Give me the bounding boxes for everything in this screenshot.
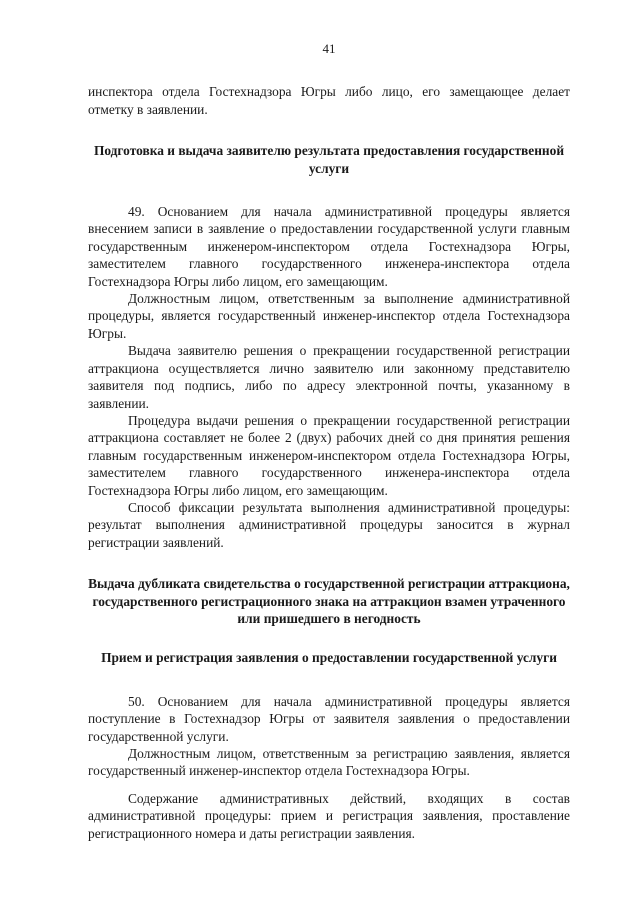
paragraph-decision-delivery: Выдача заявителю решения о прекращении государственной регистрации аттракциона осуществляется лично заявителю или законному представителю заявителя под подпись, либо по адресу электронной почты, указанному в заявлении. xyxy=(88,343,570,411)
paragraph-procedure-duration: Процедура выдачи решения о прекращении государственной регистрации аттракциона составляет не более 2 (двух) рабочих дней со дня принятия решения главным государственным инженером-инспектором отдела Гостехнадзора Югры, заместителем главного государственного инженера-инспектора отдела Гостехнадзора Югры либо лицом, его замещающим. xyxy=(88,412,570,498)
page-number: 41 xyxy=(322,41,336,56)
paragraph-registration-official: Должностным лицом, ответственным за регистрацию заявления, является государственный инженер-инспектор отдела Гостехнадзора Югры. xyxy=(88,746,570,779)
paragraph-administrative-actions: Содержание административных действий, входящих в состав административной процедуры: прием и регистрация заявления, проставление регистрационного номера и даты регистрации заявления. xyxy=(88,790,570,841)
paragraph-result-fixation: Способ фиксации результата выполнения административной процедуры: результат выполнения административной процедуры заносится в журнал регистрации заявлений. xyxy=(88,499,570,550)
section-heading-duplicate-issuance: Выдача дубликата свидетельства о государственной регистрации аттракциона, государственного регистрационного знака на аттракцион взамен утраченного или пришедшего в негодность xyxy=(88,576,570,626)
document-page xyxy=(88,40,570,842)
paragraph-continuation: инспектора отдела Гостехнадзора Югры либо лицо, его замещающее делает отметку в заявлении. xyxy=(88,84,570,117)
section-heading-result-issuance: Подготовка и выдача заявителю результата предоставления государственной услуги xyxy=(93,143,565,176)
section-heading-application-reception: Прием и регистрация заявления о предоставлении государственной услуги xyxy=(101,650,557,666)
paragraph-responsible-official: Должностным лицом, ответственным за выполнение административной процедуры, является государственный инженер-инспектор отдела Гостехнадзора Югры. xyxy=(88,291,570,341)
paragraph-50-basis: 50. Основанием для начала административной процедуры является поступление в Гостехнадзор Югры от заявителя заявления о предоставлении государственной услуги. xyxy=(88,693,570,744)
paragraph-49-basis: 49. Основанием для начала административной процедуры является внесением записи в заявление о предоставлении государственной услуги главным государственным инженером-инспектором отдела Гостехнадзора Югры, заместителем главного государственного инженера-инспектора отдела Гостехнадзора Югры либо лицом, его замещающим. xyxy=(88,204,570,289)
